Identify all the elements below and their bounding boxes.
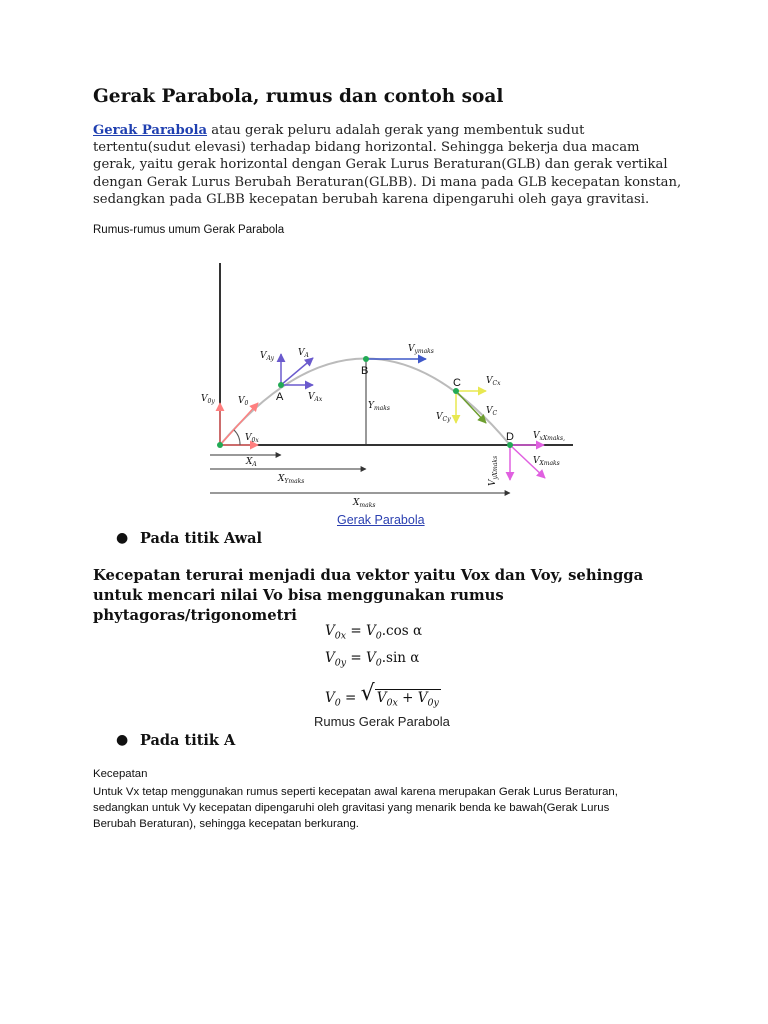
point-a xyxy=(278,382,284,388)
label-point-a: A xyxy=(276,391,284,403)
label-vc: $V_C$ xyxy=(486,406,498,417)
label-point-b: B xyxy=(361,365,369,377)
label-point-c: C xyxy=(453,377,461,389)
formula-caption: Rumus Gerak Parabola xyxy=(314,714,450,729)
label-vymaks: $V_{ymaks}$ xyxy=(408,344,434,355)
decomposition-heading: Kecepatan terurai menjadi dua vektor yaitu Vox dan Voy, sehingga untuk mencari nilai Vo bisa menggunakan rumus phytagoras/trigonometri xyxy=(93,567,644,624)
bullet-dot: ● xyxy=(116,732,129,748)
point-b xyxy=(363,356,369,362)
label-vay: $V_{Ay}$ xyxy=(260,351,274,362)
bullet-titik-awal xyxy=(116,530,263,547)
vc-vector xyxy=(456,391,486,423)
gerak-parabola-link[interactable]: Gerak Parabola xyxy=(93,123,208,138)
formula-v0x: $V_{0x} = V_0.\cos$ α xyxy=(325,623,423,642)
diagram-caption[interactable]: Gerak Parabola xyxy=(337,513,425,527)
speed-subheading: Kecepatan xyxy=(93,768,148,780)
intro-body: atau gerak peluru adalah gerak yang membentuk sudut tertentu(sudut elevasi) terhadap bidang horizontal. Sehingga bekerja dua macam gerak, yaitu gerak horizontal dengan Gerak Lurus Beraturan(GLB) dan gerak vertikal dengan Gerak Lurus Berubah Beraturan(GLBB). Di mana pada GLB kecepatan konstan, sedangkan pada GLBB kecepatan berubah karena dipengaruhi oleh gaya gravitasi. xyxy=(93,123,682,207)
label-vxmaks-top: $V_{xXmaks,}$ xyxy=(533,431,566,442)
label-vcx: $V_{Cx}$ xyxy=(486,376,501,387)
formulas-subheading: Rumus-rumus umum Gerak Parabola xyxy=(93,224,285,236)
label-point-d: D xyxy=(506,431,514,443)
label-voy: $V_{0y}$ xyxy=(201,394,215,405)
label-vyxmaks: $V_{yXmaks}$ xyxy=(488,455,499,486)
label-vcy: $V_{Cy}$ xyxy=(436,412,451,423)
bullet-dot: ● xyxy=(116,530,129,546)
sqrt-symbol: √ xyxy=(360,681,375,706)
label-vox: $V_{0x}$ xyxy=(245,433,259,444)
label-xymaks: $X_{Ymaks}$ xyxy=(278,474,305,485)
speed-paragraph: Untuk Vx tetap menggunakan rumus seperti kecepatan awal karena merupakan Gerak Lurus Beraturan, sedangkan untuk Vy kecepatan dipengaruhi oleh gravitasi yang menarik benda ke bawah(Gerak Lurus Berubah Beraturan), sehingga kecepatan berkurang. xyxy=(93,786,618,831)
bullet-titik-a-label: Pada titik A xyxy=(140,732,236,749)
page-title: Gerak Parabola, rumus dan contoh soal xyxy=(93,86,504,107)
formula-v0: $V_0$ = √ $V_{0x} + V_{0y}$ xyxy=(325,681,439,709)
label-xmaks: $X_{maks}$ xyxy=(353,498,376,509)
parabola-diagram xyxy=(198,258,578,516)
intro-paragraph xyxy=(93,122,683,208)
bullet-titik-awal-label: Pada titik Awal xyxy=(140,530,263,547)
label-vax: $V_{Ax}$ xyxy=(308,392,323,403)
angle-arc xyxy=(234,430,240,445)
label-va: $V_A$ xyxy=(298,348,309,359)
label-ymaks: $Y_{maks}$ xyxy=(368,401,390,412)
label-xa: $X_A$ xyxy=(246,457,257,468)
label-vo: $V_0$ xyxy=(238,396,249,407)
point-origin xyxy=(217,442,223,448)
label-vxmaks: $V_{Xmaks}$ xyxy=(533,456,560,467)
bullet-titik-a xyxy=(116,732,236,749)
formula-v0y: $V_{0y} = V_0.\sin$ α xyxy=(325,650,420,669)
